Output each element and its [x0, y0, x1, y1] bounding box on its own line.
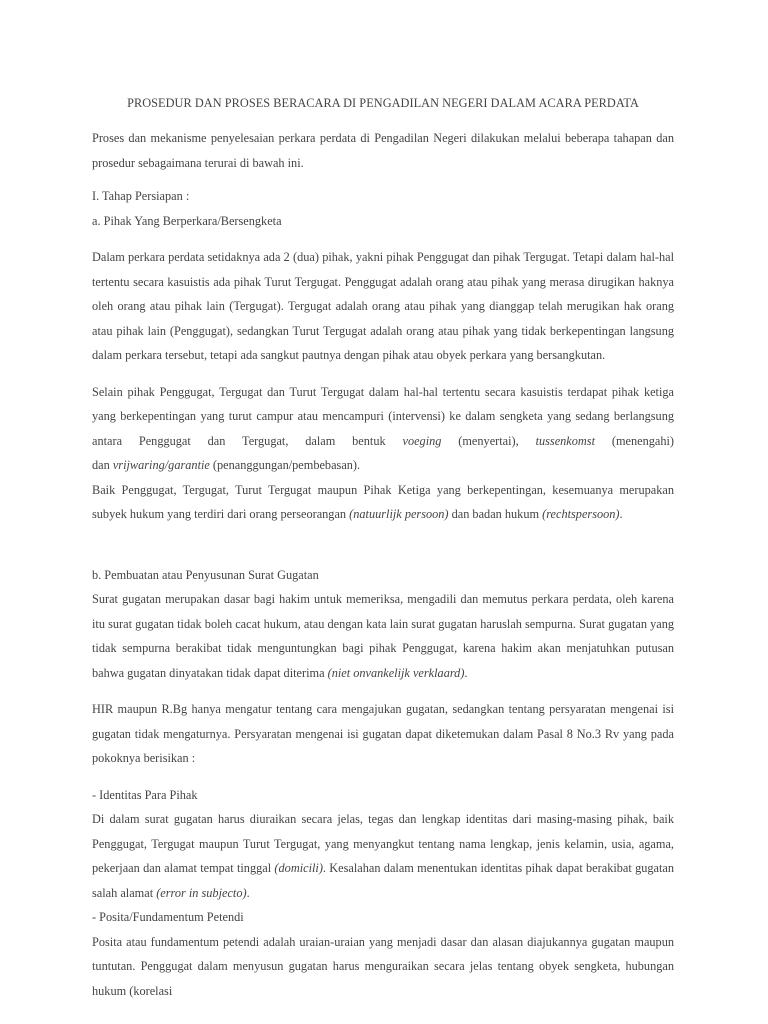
item-text-posita: Posita atau fundamentum petendi adalah uraian-uraian yang menjadi dasar dan alasan diajukannya gugatan maupun tuntutan. Penggugat dalam menyusun gugatan harus menguraikan secara jelas tentang obyek sengketa, hubungan hukum (korelasi	[92, 934, 674, 998]
item-heading-posita: - Posita/Fundamentum Petendi	[92, 910, 244, 924]
paragraph-gugatan-2: HIR maupun R.Bg hanya mengatur tentang cara mengajukan gugatan, sedangkan tentang persyaratan mengenai isi gugatan tidak mengaturnya. Persyaratan mengenai isi gugatan dapat diketemukan dalam Pasal 8 No.3 Rv yang pada pokoknya berisikan :	[92, 702, 674, 765]
page-title: PROSEDUR DAN PROSES BERACARA DI PENGADILAN NEGERI DALAM ACARA PERDATA	[127, 96, 639, 110]
item-text-identitas: Di dalam surat gugatan harus diuraikan secara jelas, tegas dan lengkap identitas dari masing-masing pihak, baik Penggugat, Tergugat maupun Turut Tergugat, yang menyangkut tentang nama lengkap, jenis kelamin, usia, agama, pekerjaan dan alamat tempat tinggal (domicili). Kesalahan dalam menentukan identitas pihak dapat berakibat gugatan salah alamat (error in subjecto).	[92, 812, 674, 900]
section-heading-persiapan: I. Tahap Persiapan :	[92, 189, 190, 203]
paragraph-pihak-2-end: dan vrijwaring/garantie (penanggungan/pembebasan).	[92, 458, 361, 472]
intro-paragraph: Proses dan mekanisme penyelesaian perkara perdata di Pengadilan Negeri dilakukan melalui beberapa tahapan dan prosedur sebagaimana terurai di bawah ini.	[92, 131, 674, 170]
subheading-pihak: a. Pihak Yang Berperkara/Bersengketa	[92, 213, 282, 228]
subheading-surat-gugatan: b. Pembuatan atau Penyusunan Surat Gugatan	[92, 567, 319, 582]
paragraph-pihak-2: Selain pihak Penggugat, Tergugat dan Turut Tergugat dalam hal-hal tertentu secara kasuistis terdapat pihak ketiga yang berkepentingan yang turut campur atau mencampuri (intervensi) ke dalam sengketa yang sedang berlangsung antara Penggugat dan Tergugat, dalam bentuk voeging (menyertai), tussenkomst (menengahi)	[92, 384, 674, 448]
item-heading-identitas: - Identitas Para Pihak	[92, 787, 198, 802]
paragraph-pihak-1: Dalam perkara perdata setidaknya ada 2 (dua) pihak, yakni pihak Penggugat dan pihak Tergugat. Tetapi dalam hal-hal tertentu secara kasuistis ada pihak Turut Tergugat. Penggugat adalah orang atau pihak yang merasa dirugikan haknya oleh orang atau pihak lain (Tergugat). Tergugat adalah orang atau pihak yang dianggap telah merugikan hak orang atau pihak lain (Penggugat), sedangkan Turut Tergugat adalah orang atau pihak yang tidak berkepentingan langsung dalam perkara tersebut, tetapi ada sangkut pautnya dengan pihak atau obyek perkara yang bersangkutan.	[92, 250, 674, 362]
paragraph-gugatan-1: Surat gugatan merupakan dasar bagi hakim untuk memeriksa, mengadili dan memutus perkara perdata, oleh karena itu surat gugatan tidak boleh cacat hukum, atau dengan kata lain surat gugatan haruslah sempurna. Surat gugatan yang tidak sempurna berakibat tidak menguntungkan bagi pihak Penggugat, karena hakim akan menjatuhkan putusan bahwa gugatan dinyatakan tidak dapat diterima (niet onvankelijk verklaard).	[92, 592, 674, 680]
paragraph-pihak-3: Baik Penggugat, Tergugat, Turut Tergugat maupun Pihak Ketiga yang berkepentingan, kesemuanya merupakan subyek hukum yang terdiri dari orang perseorangan (natuurlijk persoon) dan badan hukum (rechtspersoon).	[92, 482, 674, 521]
